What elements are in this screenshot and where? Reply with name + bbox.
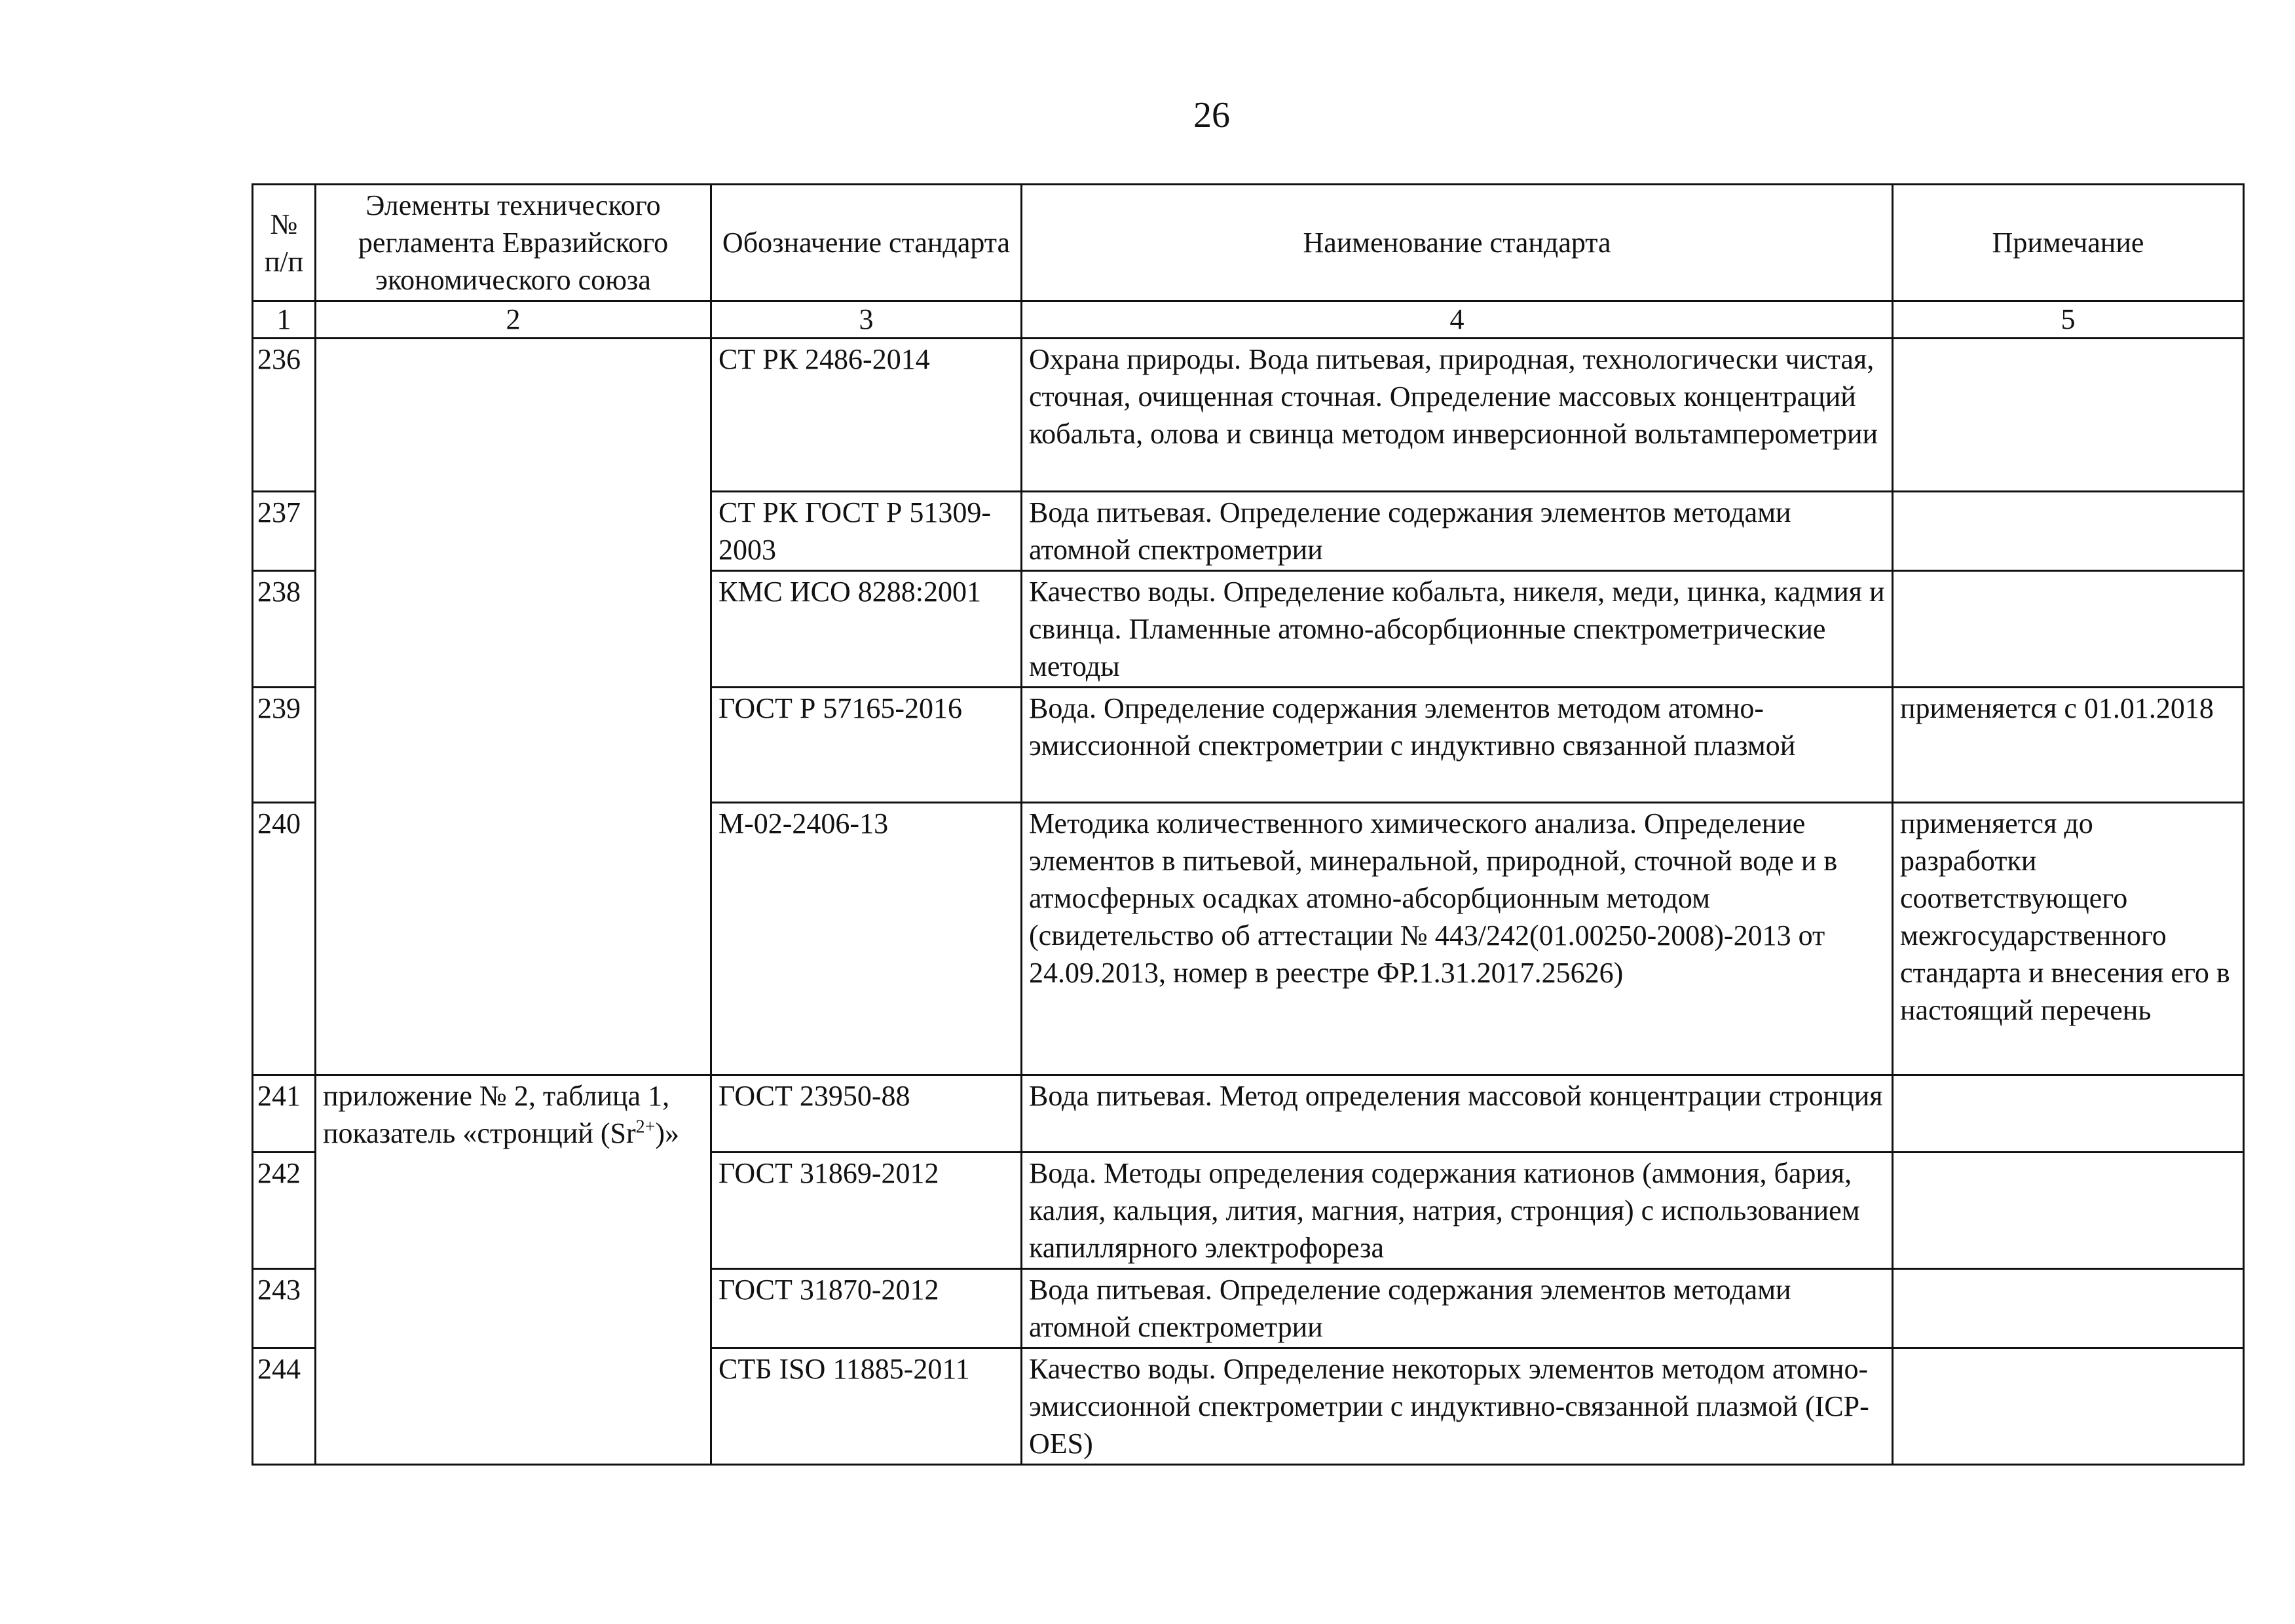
row-standard-name: Вода питьевая. Метод определения массовой концентрации стронция <box>1022 1075 1893 1153</box>
row-standard-name: Качество воды. Определение кобальта, никеля, меди, цинка, кадмия и свинца. Пламенные атомно-абсорбционные спектрометрические методы <box>1022 571 1893 688</box>
row-number: 241 <box>253 1075 316 1153</box>
row-note: применяется до разработки соответствующего межгосударственного стандарта и внесения его в настоящий перечень <box>1893 803 2244 1075</box>
column-number: 5 <box>1893 301 2244 339</box>
row-designation: КМС ИСО 8288:2001 <box>711 571 1022 688</box>
row-designation: СТ РК ГОСТ Р 51309-2003 <box>711 492 1022 571</box>
row-designation: ГОСТ 31869-2012 <box>711 1153 1022 1269</box>
row-note <box>1893 1075 2244 1153</box>
row-designation: ГОСТ 31870-2012 <box>711 1269 1022 1348</box>
row-designation: М-02-2406-13 <box>711 803 1022 1075</box>
header-elements: Элементы технического регламента Евразийского экономического союза <box>316 185 711 301</box>
table-row <box>253 1075 2244 1153</box>
row-number: 239 <box>253 688 316 803</box>
row-standard-name: Вода питьевая. Определение содержания элементов методами атомной спектрометрии <box>1022 492 1893 571</box>
table-row <box>253 339 2244 492</box>
row-note <box>1893 492 2244 571</box>
row-number: 237 <box>253 492 316 571</box>
row-designation: ГОСТ 23950-88 <box>711 1075 1022 1153</box>
elements-text-suffix: )» <box>655 1117 680 1149</box>
row-number: 244 <box>253 1348 316 1465</box>
column-number: 4 <box>1022 301 1893 339</box>
header-number: № п/п <box>253 185 316 301</box>
row-elements <box>316 1075 711 1465</box>
row-designation: СТБ ISO 11885-2011 <box>711 1348 1022 1465</box>
elements-text: приложение № 2, таблица 1, показатель «стронций (Sr <box>323 1080 670 1149</box>
row-standard-name: Вода. Определение содержания элементов методом атомно-эмиссионной спектрометрии с индуктивно связанной плазмой <box>1022 688 1893 803</box>
row-number: 242 <box>253 1153 316 1269</box>
row-designation: СТ РК 2486-2014 <box>711 339 1022 492</box>
row-note <box>1893 1153 2244 1269</box>
header-designation: Обозначение стандарта <box>711 185 1022 301</box>
row-standard-name: Вода. Методы определения содержания катионов (аммония, бария, калия, кальция, лития, магния, натрия, стронция) с использованием капиллярного электрофореза <box>1022 1153 1893 1269</box>
row-elements-empty <box>316 339 711 1075</box>
row-number: 243 <box>253 1269 316 1348</box>
row-number: 236 <box>253 339 316 492</box>
row-standard-name: Охрана природы. Вода питьевая, природная, технологически чистая, сточная, очищенная сточная. Определение массовых концентраций кобальта, олова и свинца методом инверсионной вольтамперометрии <box>1022 339 1893 492</box>
row-standard-name: Вода питьевая. Определение содержания элементов методами атомной спектрометрии <box>1022 1269 1893 1348</box>
row-note <box>1893 1348 2244 1465</box>
header-standard-name: Наименование стандарта <box>1022 185 1893 301</box>
header-note: Примечание <box>1893 185 2244 301</box>
row-standard-name: Качество воды. Определение некоторых элементов методом атомно-эмиссионной спектрометрии с индуктивно-связанной плазмой (ICP-OES) <box>1022 1348 1893 1465</box>
row-number: 238 <box>253 571 316 688</box>
table-header-row <box>253 185 2244 301</box>
column-number-row <box>253 301 2244 339</box>
standards-table <box>252 183 2245 1466</box>
row-note <box>1893 571 2244 688</box>
row-designation: ГОСТ Р 57165-2016 <box>711 688 1022 803</box>
column-number: 1 <box>253 301 316 339</box>
page-number: 26 <box>1193 95 1230 136</box>
elements-superscript: 2+ <box>635 1116 656 1137</box>
column-number: 2 <box>316 301 711 339</box>
row-note <box>1893 1269 2244 1348</box>
row-note: применяется с 01.01.2018 <box>1893 688 2244 803</box>
row-standard-name: Методика количественного химического анализа. Определение элементов в питьевой, минеральной, природной, сточной воде и в атмосферных осадках атомно-абсорбционным методом (свидетельство об аттестации № 443/242(01.00250-2008)-2013 от 24.09.2013, номер в реестре ФР.1.31.2017.25626) <box>1022 803 1893 1075</box>
row-note <box>1893 339 2244 492</box>
column-number: 3 <box>711 301 1022 339</box>
row-number: 240 <box>253 803 316 1075</box>
